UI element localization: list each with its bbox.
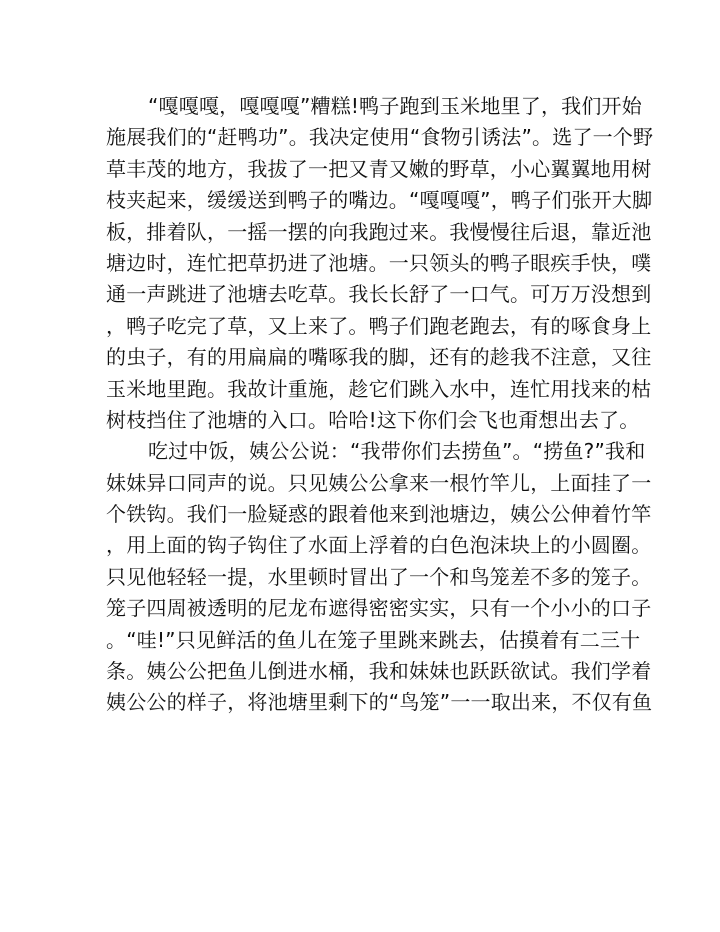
paragraph-1-line-11: 树枝挡住了池塘的入口。哈哈!这下你们会飞也甭想出去了。 xyxy=(106,407,640,432)
paragraph-2-line-6: 笼子四周被透明的尼龙布遮得密密实实，只有一个小小的口子 xyxy=(106,596,652,621)
paragraph-1-line-10: 玉米地里跑。我故计重施，趁它们跳入水中，连忙用找来的枯 xyxy=(106,376,652,401)
paragraph-1-line-1: “嘎嘎嘎，嘎嘎嘎”糟糕!鸭子跑到玉米地里了，我们开始 xyxy=(148,94,642,118)
paragraph-1-line-3: 草丰茂的地方，我拔了一把又青又嫩的野草，小心翼翼地用树 xyxy=(106,156,652,181)
paragraph-2-line-9: 姨公公的样子，将池塘里剩下的“鸟笼”一一取出来，不仅有鱼 xyxy=(106,690,653,715)
paragraph-2-line-7: 。“哇!”只见鲜活的鱼儿在笼子里跳来跳去，估摸着有二三十 xyxy=(106,627,641,652)
paragraph-2-line-2: 妹妹异口同声的说。只见姨公公拿来一根竹竿儿，上面挂了一 xyxy=(106,470,652,495)
paragraph-2-line-4: ，用上面的钩子钩住了水面上浮着的白色泡沫块上的小圆圈。 xyxy=(106,533,652,558)
paragraph-1-line-2: 施展我们的“赶鸭功”。我决定使用“食物引诱法”。选了一个野 xyxy=(106,125,654,150)
paragraph-2-line-1: 吃过中饭，姨公公说：“我带你们去捞鱼”。“捞鱼?”我和 xyxy=(148,439,646,464)
paragraph-1-line-4: 枝夹起来，缓缓送到鸭子的嘴边。“嘎嘎嘎”，鸭子们张开大脚 xyxy=(106,188,653,213)
body-text xyxy=(106,91,654,719)
paragraph-2-line-8: 条。姨公公把鱼儿倒进水桶，我和妹妹也跃跃欲试。我们学着 xyxy=(106,659,652,684)
paragraph-1-line-5: 板，排着队，一摇一摆的向我跑过来。我慢慢往后退，靠近池 xyxy=(106,219,652,244)
paragraph-1-line-7: 通一声跳进了池塘去吃草。我长长舒了一口气。可万万没想到 xyxy=(106,282,652,307)
paragraph-1-line-6: 塘边时，连忙把草扔进了池塘。一只领头的鸭子眼疾手快，噗 xyxy=(106,250,652,275)
paragraph-2-line-3: 个铁钩。我们一脸疑惑的跟着他来到池塘边，姨公公伸着竹竿 xyxy=(106,502,652,527)
paragraph-2-line-5: 只见他轻轻一提，水里顿时冒出了一个和鸟笼差不多的笼子。 xyxy=(106,564,652,589)
paragraph-1-line-9: 的虫子，有的用扁扁的嘴啄我的脚，还有的趁我不注意，又往 xyxy=(106,345,652,370)
paragraph-1-line-8: ，鸭子吃完了草，又上来了。鸭子们跑老跑去，有的啄食身上 xyxy=(106,313,652,338)
